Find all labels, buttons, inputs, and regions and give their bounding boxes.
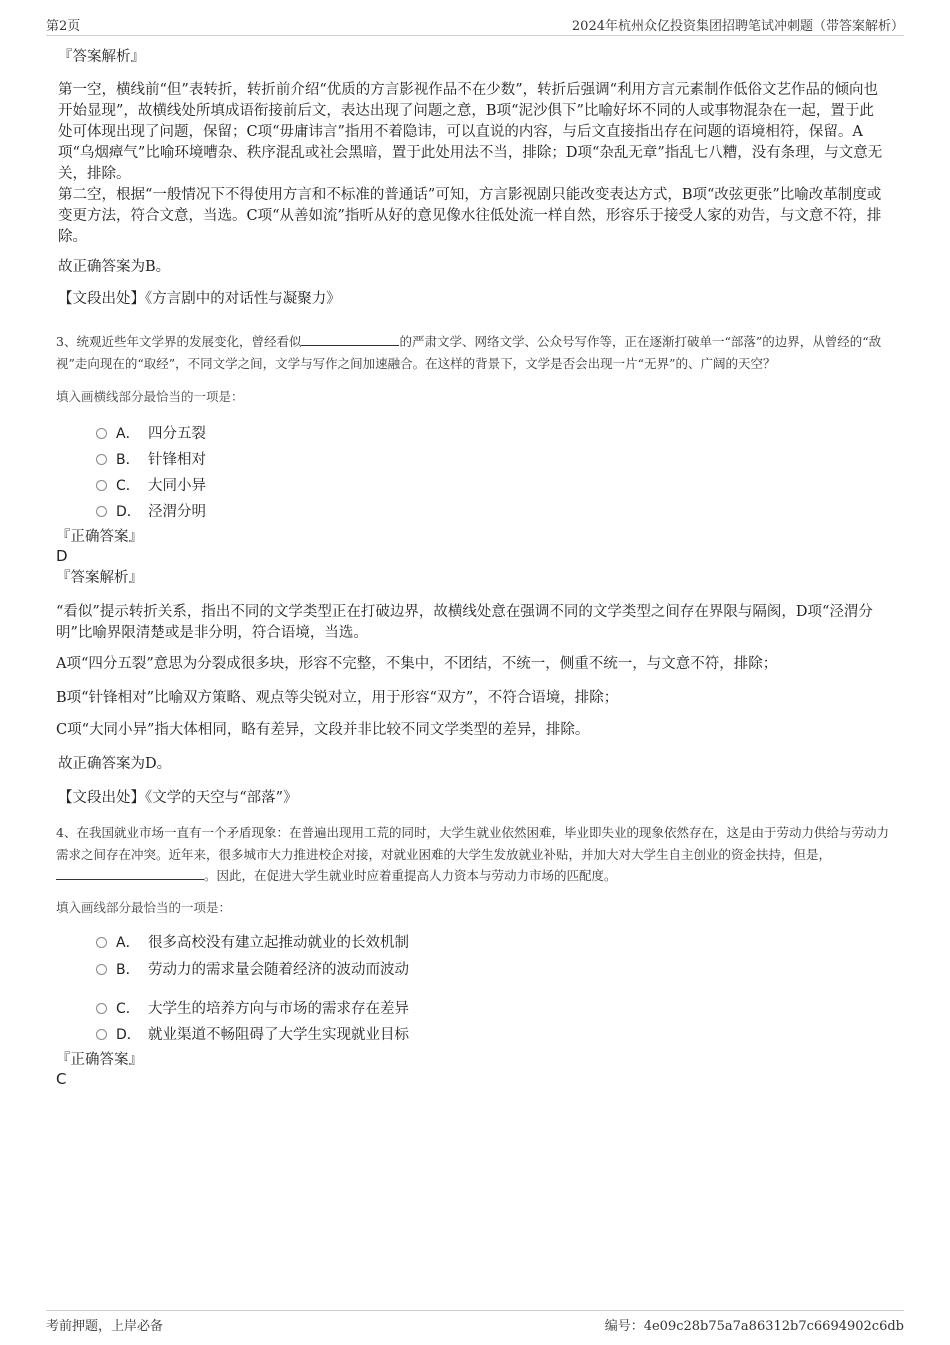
page-header (46, 13, 904, 36)
question-3-stem-part-1: 3、统观近些年文学界的发展变化，曾经看似 (56, 334, 302, 349)
source-citation: 【文段出处】《文学的天空与“部落”》 (58, 790, 298, 806)
option-letter: A． (116, 426, 140, 442)
question-3-prompt: 填入画横线部分最恰当的一项是： (56, 389, 244, 404)
option-text: 就业渠道不畅阻碍了大学生实现就业目标 (148, 1027, 409, 1043)
option-text: 针锋相对 (148, 452, 206, 468)
radio-button[interactable] (96, 937, 107, 948)
footer-slogan: 考前押题，上岸必备 (46, 1319, 164, 1334)
correct-answer-heading: 『正确答案』 (56, 1052, 143, 1068)
question-4-stem (56, 822, 900, 887)
radio-button[interactable] (96, 1003, 107, 1014)
analysis-paragraph-2: A项“四分五裂”意思为分裂成很多块，形容不完整，不集中，不团结，不统一，侧重不统一，与文意不符，排除； (56, 656, 778, 672)
option-c[interactable] (96, 997, 409, 1019)
option-a[interactable] (96, 422, 206, 444)
option-letter: D． (116, 504, 141, 520)
analysis-heading: 『答案解析』 (58, 49, 145, 65)
answer-blank (56, 879, 204, 880)
radio-button[interactable] (96, 964, 107, 975)
option-letter: B． (116, 452, 140, 468)
document-title: 2024年杭州众亿投资集团招聘笔试冲刺题（带答案解析） (571, 19, 904, 34)
radio-button[interactable] (96, 428, 107, 439)
option-d[interactable] (96, 500, 206, 522)
correct-answer-heading: 『正确答案』 (56, 529, 143, 545)
option-text: 大同小异 (148, 478, 206, 494)
page-number: 第2页 (46, 19, 81, 34)
radio-button[interactable] (96, 454, 107, 465)
answer-blank (301, 345, 399, 346)
option-text: 大学生的培养方向与市场的需求存在差异 (148, 1001, 409, 1017)
analysis-paragraph-1: “看似”提示转折关系，指出不同的文学类型正在打破边界，故横线处意在强调不同的文学类型之间存在界限与隔阂，D项“泾渭分明”比喻界限清楚或是非分明，符合语境，当选。 (56, 604, 873, 641)
correct-answer: C (56, 1070, 67, 1088)
analysis-paragraph-2: 第二空，根据“一般情况下不得使用方言和不标准的普通话”可知，方言影视剧只能改变表达方式，B项“改弦更张”比喻改革制度或变更方法，符合文意，当选。C项“从善如流”指听从好的意见像水往低处流一样自然，形容乐于接受人家的劝告，与文意不符，排除。 (58, 187, 882, 245)
option-text: 泾渭分明 (148, 504, 206, 520)
analysis-paragraph-3: B项“针锋相对”比喻双方策略、观点等尖锐对立，用于形容“双方”，不符合语境，排除； (56, 690, 619, 706)
question-3-stem (56, 331, 900, 374)
option-d[interactable] (96, 1023, 409, 1045)
question-4-prompt: 填入画线部分最恰当的一项是： (56, 900, 232, 915)
option-text: 四分五裂 (148, 426, 206, 442)
option-letter: D． (116, 1027, 141, 1043)
source-citation: 【文段出处】《方言剧中的对话性与凝聚力》 (58, 291, 341, 307)
option-letter: C． (116, 1001, 140, 1017)
analysis-conclusion: 故正确答案为D。 (58, 756, 172, 772)
analysis-heading: 『答案解析』 (56, 570, 143, 586)
option-letter: C． (116, 478, 140, 494)
correct-answer: D (56, 547, 68, 565)
option-b[interactable] (96, 958, 409, 980)
analysis-paragraph-4: C项“大同小异”指大体相同，略有差异，文段并非比较不同文学类型的差异，排除。 (56, 722, 590, 738)
analysis-conclusion: 故正确答案为B。 (58, 259, 171, 275)
option-letter: A． (116, 935, 140, 951)
page-footer (46, 1310, 904, 1334)
document-id: 编号：4e09c28b75a7a86312b7c6694902c6db (604, 1319, 904, 1334)
option-text: 很多高校没有建立起推动就业的长效机制 (148, 935, 409, 951)
option-text: 劳动力的需求量会随着经济的波动而波动 (148, 962, 409, 978)
radio-button[interactable] (96, 506, 107, 517)
option-letter: B． (116, 962, 140, 978)
question-4-stem-part-2: 。因此，在促进大学生就业时应着重提高人力资本与劳动力市场的匹配度。 (204, 868, 617, 883)
radio-button[interactable] (96, 480, 107, 491)
analysis-paragraph-1: 第一空，横线前“但”表转折，转折前介绍“优质的方言影视作品不在少数”，转折后强调“利用方言元素制作低俗文艺作品的倾向也开始显现”，故横线处所填成语衔接前后文，表达出现了问题之意，B项“泥沙俱下”比喻好坏不同的人或事物混杂在一起，置于此处可体现出现了问题，保留；C项“毋庸讳言”指用不着隐讳，可以直说的内容，与后文直接指出存在问题的语境相符，保留。A项“乌烟瘴气”比喻环境嘈杂、秩序混乱或社会黑暗，置于此处用法不当，排除；D项“杂乱无章”指乱七八糟，没有条理，与文意无关，排除。 (58, 82, 883, 182)
radio-button[interactable] (96, 1029, 107, 1040)
option-c[interactable] (96, 474, 206, 496)
option-a[interactable] (96, 931, 409, 953)
question-3-stem-part-2: 的严肃文学、网络文学、公众号写作等，正在逐渐打破单一“部落”的边界，从曾经的“敌视”走向现在的“取经”，不同文学之间，文学与写作之间加速融合。在这样的背景下，文学是否会出现一片“无界”的、广阔的天空？ (56, 334, 882, 371)
option-b[interactable] (96, 448, 206, 470)
question-4-stem-part-1: 4、在我国就业市场一直有一个矛盾现象：在普遍出现用工荒的同时，大学生就业依然困难，毕业即失业的现象依然存在，这是由于劳动力供给与劳动力需求之间存在冲突。近年来，很多城市大力推进校企对接，对就业困难的大学生发放就业补贴，并加大对大学生自主创业的资金扶持，但是， (56, 825, 889, 862)
